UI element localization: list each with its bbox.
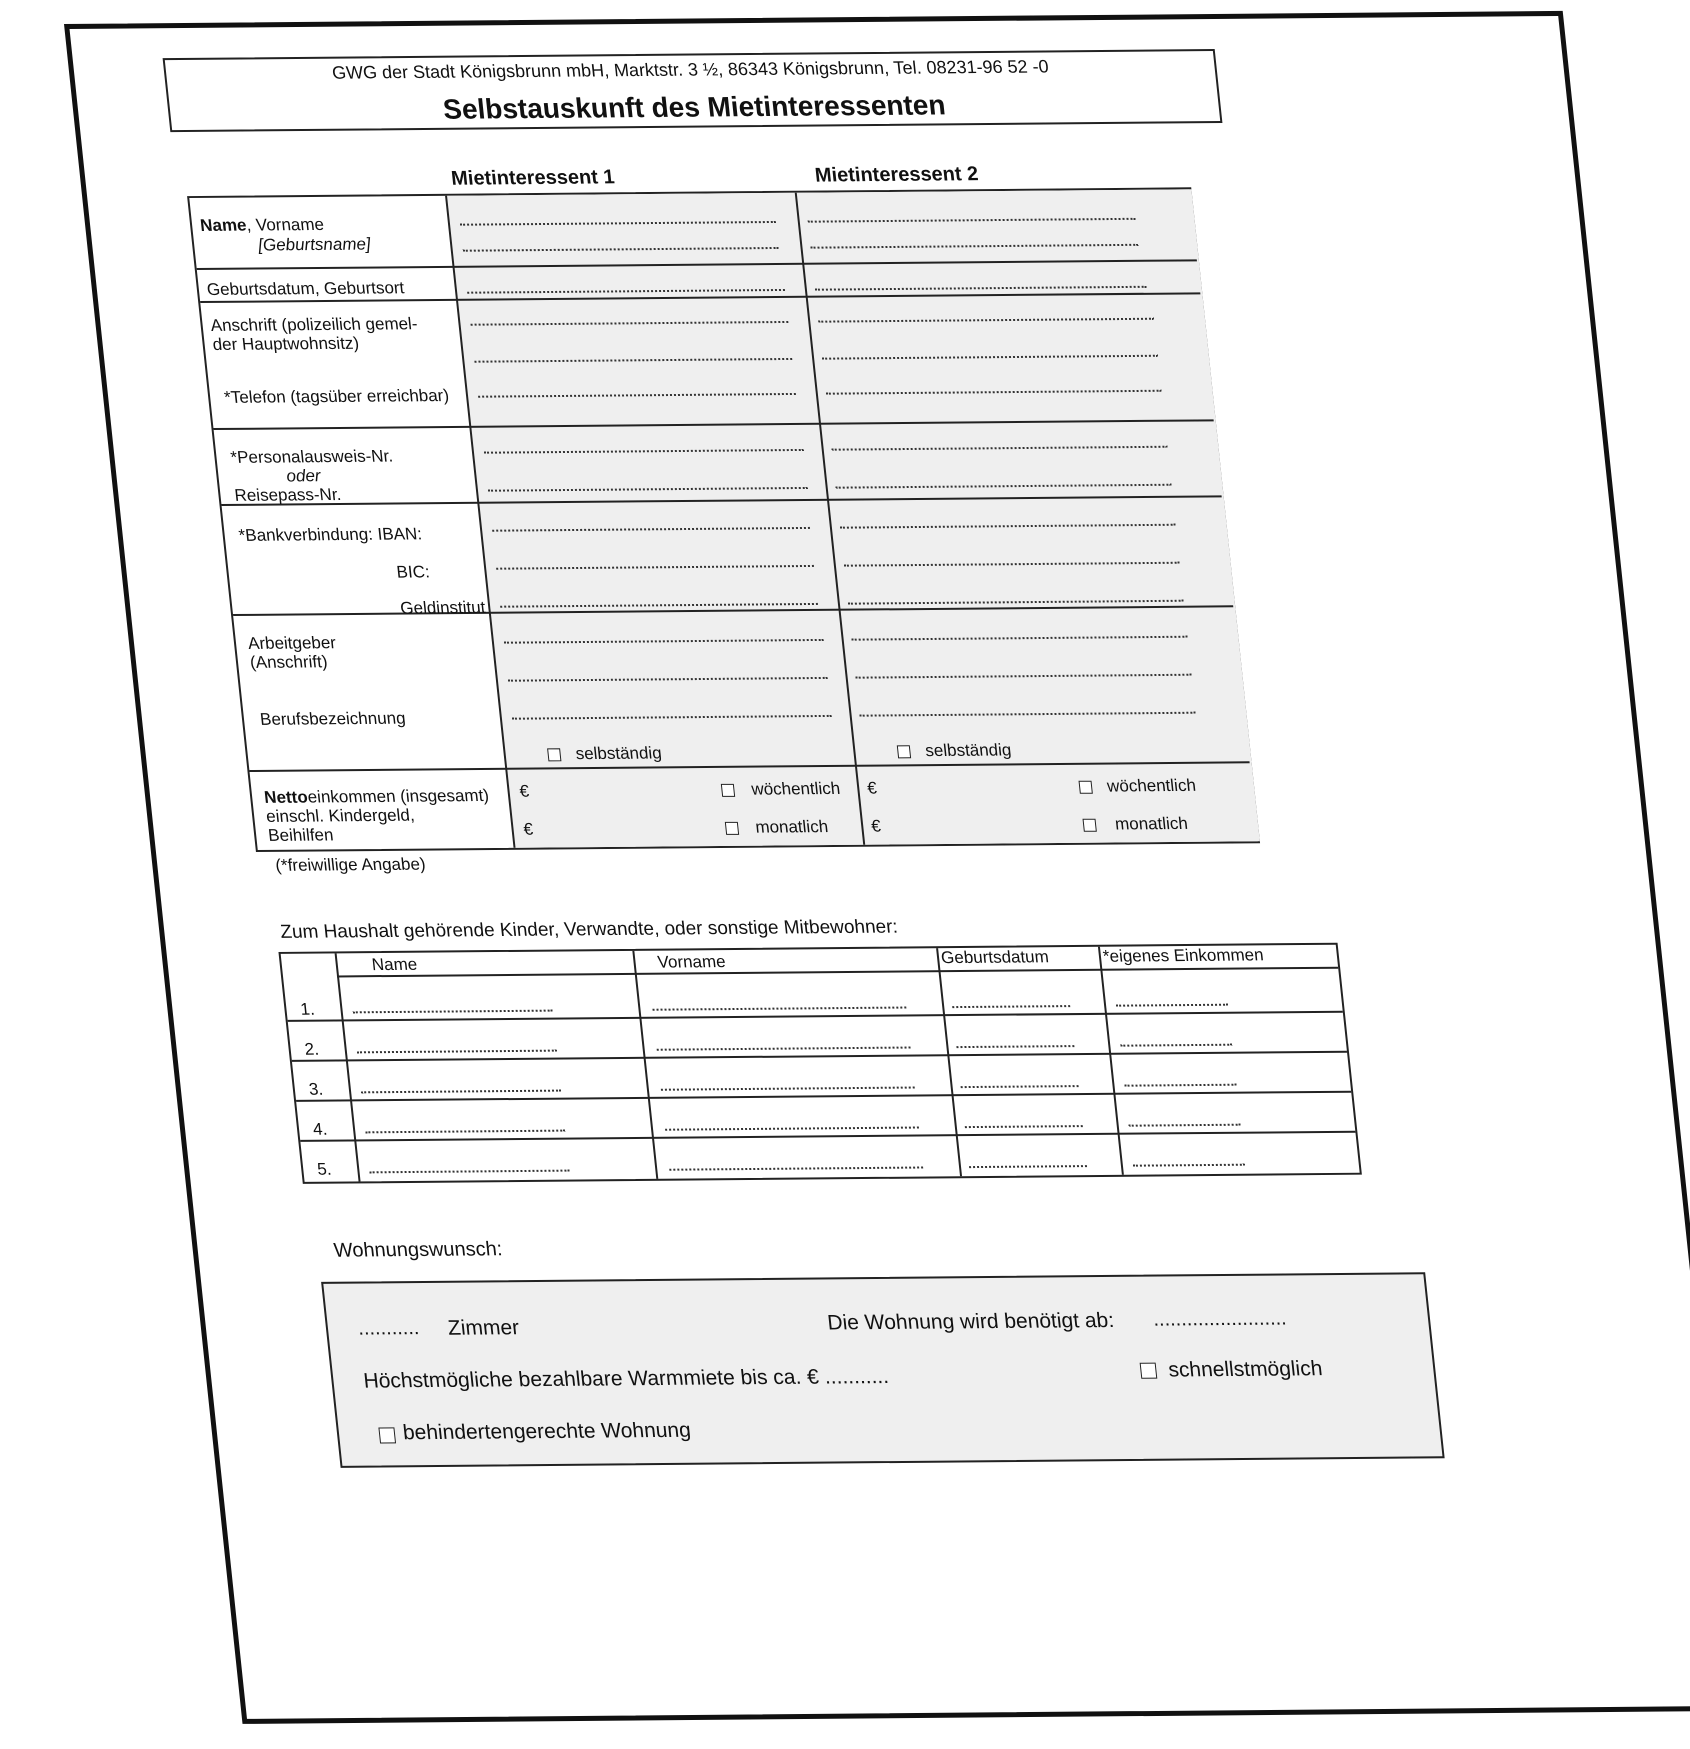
household-name-5[interactable]	[369, 1170, 569, 1174]
household-name-4[interactable]	[365, 1130, 565, 1134]
accessible-label: behindertengerechte Wohnung	[401, 1418, 692, 1445]
household-table	[278, 943, 1361, 1184]
weekly-label-2: wöchentlich	[1106, 775, 1197, 796]
income-label-3: Beihilfen	[267, 825, 335, 845]
household-header-firstname: Vorname	[656, 952, 727, 972]
employer-label-2: (Anschrift)	[249, 652, 329, 672]
household-firstname-1[interactable]	[652, 1007, 906, 1011]
household-firstname-5[interactable]	[669, 1167, 923, 1171]
row-number: 2.	[303, 1039, 320, 1059]
accessible-checkbox[interactable]	[378, 1427, 396, 1443]
apartment-title: Wohnungswunsch:	[332, 1238, 504, 1262]
household-birthdate-5[interactable]	[969, 1165, 1087, 1168]
id-label-1: *Personalausweis-Nr.	[229, 446, 394, 467]
profession-label: Berufsbezeichnung	[259, 708, 407, 729]
apartment-box	[321, 1272, 1445, 1468]
household-name-2[interactable]	[357, 1050, 557, 1054]
row-number: 5.	[316, 1159, 333, 1179]
monthly-checkbox-2[interactable]	[1083, 819, 1097, 832]
phone-label: *Telefon (tagsüber erreichbar)	[223, 385, 450, 407]
weekly-label-1: wöchentlich	[750, 778, 842, 799]
iban-label: *Bankverbindung: IBAN:	[237, 524, 423, 545]
household-income-5[interactable]	[1133, 1164, 1245, 1167]
weekly-checkbox-1[interactable]	[721, 784, 735, 797]
selfemployed-checkbox-2[interactable]	[897, 745, 911, 758]
income-label-1: Nettoeinkommen (insgesamt)	[263, 785, 490, 807]
household-birthdate-3[interactable]	[961, 1085, 1079, 1088]
asap-label: schnellstmöglich	[1167, 1357, 1324, 1382]
address-label-1: Anschrift (polizeilich gemel-	[209, 314, 419, 335]
household-income-3[interactable]	[1124, 1084, 1236, 1087]
bank-label: Geldinstitut	[399, 597, 487, 618]
monthly-label-1: monatlich	[754, 817, 830, 837]
id-or-label: oder	[285, 466, 322, 486]
monthly-checkbox-1[interactable]	[725, 822, 739, 835]
household-firstname-3[interactable]	[661, 1087, 915, 1091]
bic-label: BIC:	[395, 562, 431, 582]
form-title: Selbstauskunft des Mietinteressenten	[441, 89, 947, 125]
currency-monthly-2: €	[870, 816, 882, 836]
household-header-income: *eigenes Einkommen	[1101, 945, 1265, 966]
selfemployed-label-1: selbständig	[574, 743, 663, 764]
birthname-label: [Geburtsname]	[257, 234, 372, 255]
applicant2-heading: Mietinteressent 2	[813, 163, 980, 187]
currency-monthly-1: €	[522, 819, 535, 839]
currency-weekly-1: €	[518, 781, 531, 801]
household-birthdate-4[interactable]	[965, 1125, 1083, 1128]
currency-weekly-2: €	[866, 778, 878, 798]
monthly-label-2: monatlich	[1114, 813, 1189, 834]
rooms-field[interactable]: ...........	[356, 1317, 421, 1340]
income-label-2: einschl. Kindergeld,	[265, 805, 416, 826]
birth-label: Geburtsdatum, Geburtsort	[205, 278, 406, 299]
household-firstname-2[interactable]	[657, 1047, 911, 1051]
voluntary-note: (*freiwillige Angabe)	[274, 854, 427, 875]
household-income-1[interactable]	[1116, 1004, 1228, 1007]
household-birthdate-2[interactable]	[956, 1045, 1074, 1048]
name-label: Name, Vorname	[199, 214, 325, 235]
asap-checkbox[interactable]	[1140, 1363, 1158, 1379]
row-number: 1.	[299, 999, 316, 1019]
address-label-2: der Hauptwohnsitz)	[211, 333, 360, 354]
household-name-1[interactable]	[353, 1010, 553, 1014]
household-firstname-4[interactable]	[665, 1127, 919, 1131]
employer-label-1: Arbeitgeber	[247, 633, 337, 653]
household-income-2[interactable]	[1120, 1044, 1232, 1047]
weekly-checkbox-2[interactable]	[1079, 781, 1093, 794]
organization-line: GWG der Stadt Königsbrunn mbH, Marktstr. 3 ½, 86343 Königsbrunn, Tel. 08231-96 52 -0	[331, 56, 1050, 83]
household-income-4[interactable]	[1129, 1124, 1241, 1127]
rooms-label: Zimmer	[446, 1316, 521, 1340]
id-label-2: Reisepass-Nr.	[233, 484, 343, 505]
needed-from-label: Die Wohnung wird benötigt ab:	[826, 1308, 1116, 1335]
selfemployed-checkbox-1[interactable]	[547, 748, 561, 761]
row-number: 3.	[307, 1079, 325, 1099]
row-number: 4.	[312, 1119, 329, 1139]
form-page	[64, 11, 1690, 1724]
max-rent-label: Höchstmögliche bezahlbare Warmmiete bis ca. € ...........	[362, 1364, 890, 1393]
household-name-3[interactable]	[361, 1090, 561, 1094]
household-header-name: Name	[370, 954, 419, 975]
household-birthdate-1[interactable]	[952, 1005, 1070, 1008]
needed-from-field[interactable]: ........................	[1151, 1307, 1288, 1331]
header-box	[163, 49, 1223, 132]
applicant1-heading: Mietinteressent 1	[450, 166, 616, 190]
household-title: Zum Haushalt gehörende Kinder, Verwandte, oder sonstige Mitbewohner:	[279, 916, 899, 943]
applicant-table	[187, 187, 1260, 852]
household-header-birthdate: Geburtsdatum	[940, 947, 1050, 968]
selfemployed-label-2: selbständig	[924, 740, 1013, 761]
